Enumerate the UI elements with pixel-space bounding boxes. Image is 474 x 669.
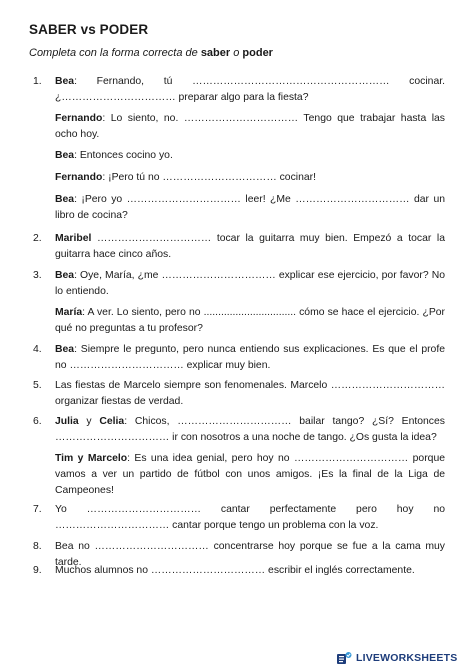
exercise-3-line-2 [55, 305, 445, 337]
item-number: 4. [33, 344, 42, 355]
item-number: 1. [33, 76, 42, 87]
item-text[interactable]: : ¡Pero tú no …………………………… cocinar! [102, 172, 316, 183]
item-text[interactable]: : Fernando, tú ………………………………………………… cocinar. ¿…………………………… preparar algo para la fiesta? [55, 76, 445, 103]
item-text[interactable]: : Siempre le pregunto, pero nunca entiendo sus explicaciones. Es que el profe no …………………………… explicar muy bien. [55, 344, 445, 371]
speaker-name: Fernando [55, 113, 103, 124]
keyword-saber: saber [200, 47, 231, 59]
speaker-name: Bea [55, 76, 75, 87]
logo-text: LIVEWORKSHEETS [356, 652, 458, 664]
speaker-name: María [55, 307, 83, 318]
exercise-1-line-3 [55, 148, 445, 164]
item-text[interactable]: : A ver. Lo siento, pero no ................................ cómo se hace el ejercicio. ¿Por qué no preguntas a tu profesor? [55, 307, 445, 334]
speaker-name: Maribel [55, 233, 92, 244]
liveworksheets-logo-icon [336, 651, 352, 665]
exercise-9 [33, 563, 445, 579]
exercise-5 [33, 378, 445, 410]
item-number: 7. [33, 504, 42, 515]
item-text[interactable]: Muchos alumnos no …………………………… escribir el inglés correctamente. [55, 565, 415, 576]
exercise-4 [33, 342, 445, 374]
exercise-7 [33, 502, 445, 534]
speaker-name: Celia [99, 416, 125, 427]
item-text[interactable]: : Lo siento, no. …………………………… Tengo que trabajar hasta las ocho hoy. [55, 113, 445, 140]
item-text[interactable]: : ¡Pero yo …………………………… leer! ¿Me …………………………… dar un libro de cocina? [55, 194, 445, 221]
liveworksheets-logo[interactable] [336, 651, 457, 665]
speaker-name: Bea [55, 150, 75, 161]
exercise-3 [33, 268, 445, 300]
item-text[interactable]: : Oye, María, ¿me …………………………… explicar ese ejercicio, por favor? No lo entiendo. [55, 270, 445, 297]
page-title: SABER vs PODER [29, 22, 149, 37]
item-number: 2. [33, 233, 42, 244]
exercise-6: 6. Julia y Celia: Chicos, …………………………… bailar tango? ¿Sí? Entonces …………………………… ir con nosotros a una noche de tango. ¿Os gusta la idea? [33, 416, 445, 443]
exercise-2 [33, 231, 445, 263]
speaker-name: Fernando [55, 172, 103, 183]
speaker-name: Tim y Marcelo [55, 453, 128, 464]
speaker-name: Julia [55, 416, 79, 427]
exercise-6-line-2 [55, 451, 445, 499]
exercise-1-line-5 [55, 192, 445, 224]
item-text[interactable]: : Chicos, …………………………… bailar tango? ¿Sí? Entonces …………………………… ir con nosotros a una noche de tango. ¿Os gusta la idea? [55, 416, 445, 443]
exercise-1 [33, 74, 445, 106]
speaker-name: Bea [55, 194, 75, 205]
item-text[interactable]: Las fiestas de Marcelo siempre son fenomenales. Marcelo …………………………… organizar fiestas de verdad. [55, 380, 445, 407]
exercise-1-line-2 [55, 111, 445, 143]
item-text[interactable]: : Es una idea genial, pero hoy no …………………………… porque vamos a ver un partido de fútbol con unos amigos. ¡Es la final de la Liga de Campeones! [55, 453, 446, 496]
exercise-1-line-4 [55, 170, 445, 186]
speaker-name: Bea [55, 344, 75, 355]
instructions: Completa con la forma correcta de saber o poder [29, 47, 273, 59]
item-number: 8. [33, 541, 42, 552]
item-text[interactable]: Bea no …………………………… concentrarse hoy porque se fue a la cama muy tarde. [55, 541, 445, 568]
item-text[interactable]: …………………………… tocar la guitarra muy bien. Empezó a tocar la guitarra hace cinco años. [55, 233, 445, 260]
item-number: 6. [33, 416, 42, 427]
keyword-poder: poder [242, 47, 273, 59]
speaker-name: Bea [55, 270, 75, 281]
item-text[interactable]: Yo …………………………… cantar perfectamente pero hoy no …………………………… cantar porque tengo un problema con la voz. [55, 504, 445, 531]
item-number: 5. [33, 380, 42, 391]
item-number: 9. [33, 565, 42, 576]
item-number: 3. [33, 270, 42, 281]
item-text: : Entonces cocino yo. [74, 150, 173, 161]
